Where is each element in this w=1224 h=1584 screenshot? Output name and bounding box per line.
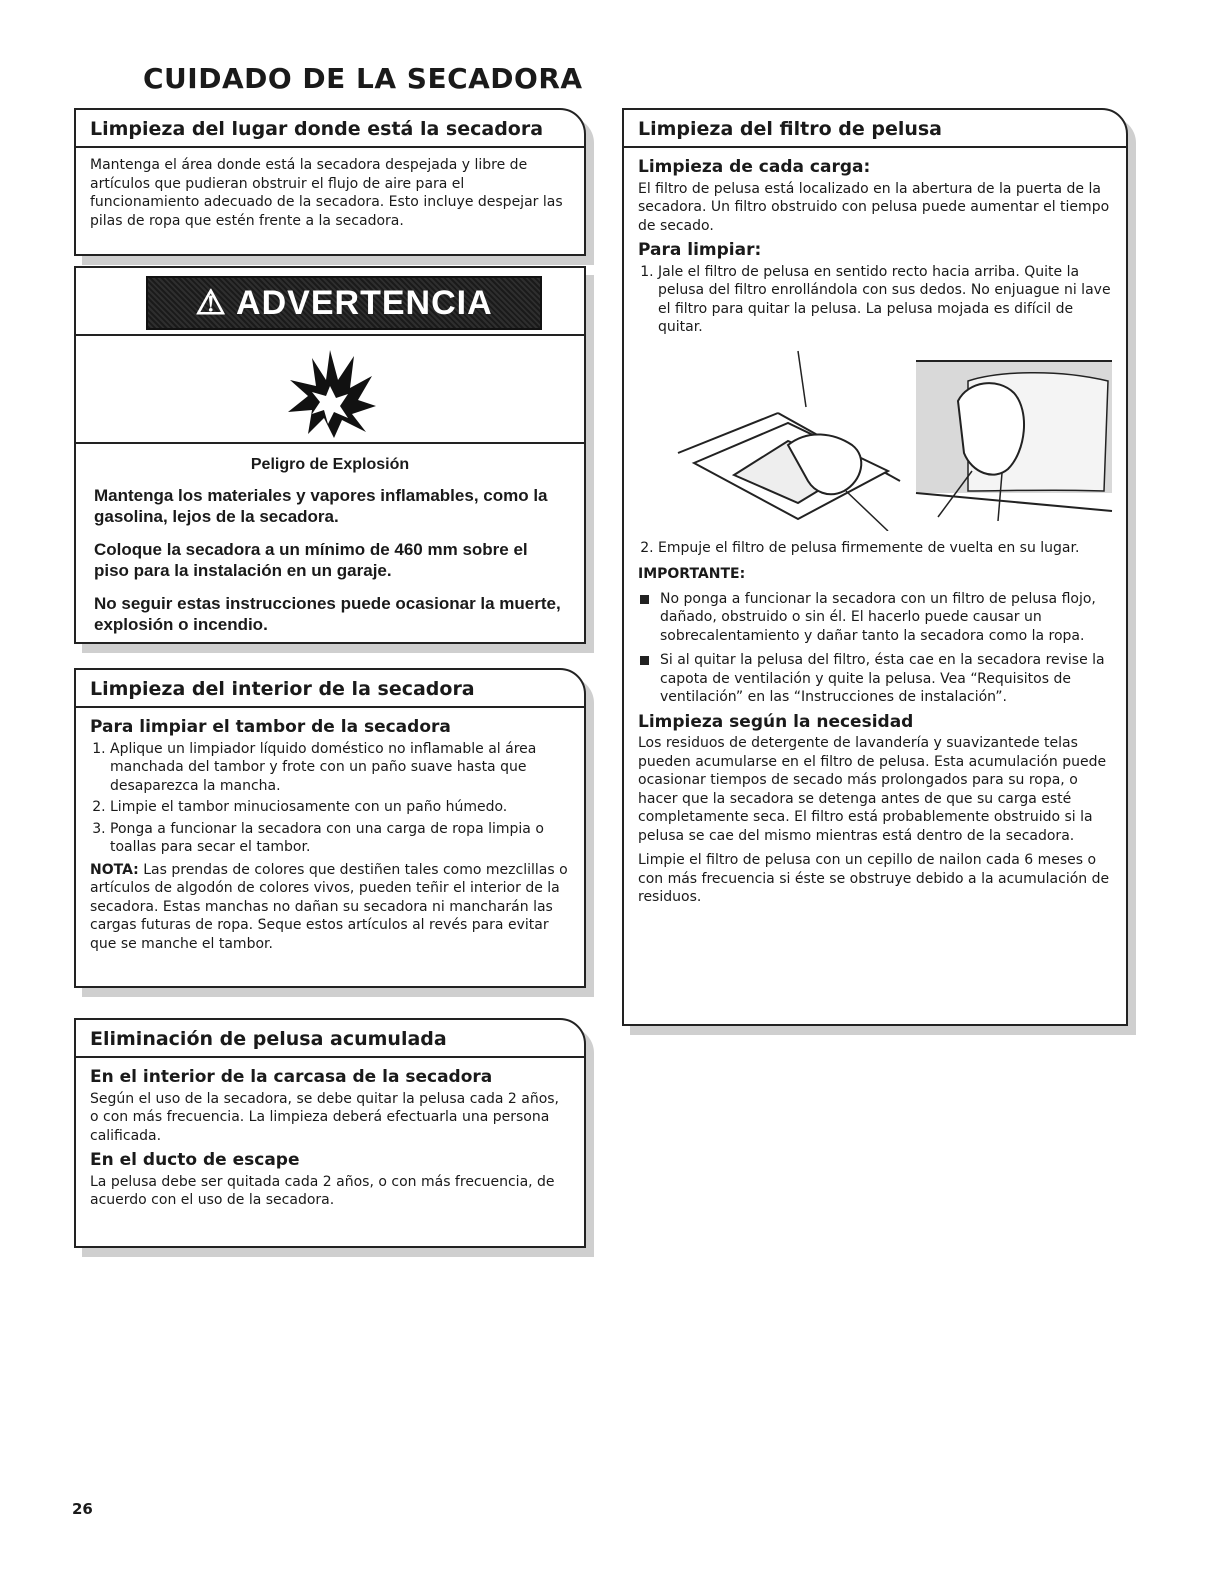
list-item: No ponga a funcionar la secadora con un filtro de pelusa flojo, dañado, obstruido o sin él. El hacerlo puede causar un sobrecalentamiento y dañar tanto la secadora como la ropa. (638, 590, 1112, 646)
note (90, 861, 570, 954)
list-item: 1. Aplique un limpiador líquido doméstico no inflamable al área manchada del tambor y frote con un paño suave hasta que desaparezca la mancha. (110, 740, 570, 796)
warning-banner (146, 276, 542, 330)
section-lint-filter (622, 108, 1128, 1026)
section-title: Limpieza del interior de la secadora (76, 670, 584, 708)
page-number: 26 (72, 1500, 93, 1518)
list-item: 3. Ponga a funcionar la secadora con una carga de ropa limpia o toallas para secar el tambor. (110, 820, 570, 857)
section-subtitle: Para limpiar el tambor de la secadora (90, 717, 451, 737)
page-title: CUIDADO DE LA SECADORA (143, 62, 583, 95)
section-subtitle: Limpieza según la necesidad (638, 711, 914, 732)
list-item: Si al quitar la pelusa del filtro, ésta cae en la secadora revise la capota de ventilación y quite la pelusa. Vea “Requisitos de ventilación” en las “Instrucciones de instalación”. (638, 651, 1112, 707)
section-text: Mantenga el área donde está la secadora despejada y libre de artículos que pudieran obstruir el flujo de aire para el funcionamiento adecuado de la secadora. Esto incluye despejar las pilas de ropa que estén frente a la secadora. (90, 157, 563, 229)
explosion-icon (76, 336, 584, 442)
section-subtitle: En el interior de la carcasa de la secadora (90, 1067, 493, 1087)
steps-list (638, 263, 1112, 337)
warning-text (76, 454, 584, 647)
section-subtitle: En el ducto de escape (90, 1150, 300, 1170)
section-subtitle: Limpieza de cada carga: (638, 157, 871, 177)
warning-line: No seguir estas instrucciones puede ocasionar la muerte, explosión o incendio. (94, 594, 561, 634)
warning-line: Mantenga los materiales y vapores inflamables, como la gasolina, lejos de la secadora. (94, 486, 548, 526)
hazard-title: Peligro de Explosión (250, 456, 410, 473)
warning-line: Coloque la secadora a un mínimo de 460 mm sobre el piso para la instalación en un garaje. (94, 540, 528, 580)
warning-triangle-icon: ⚠ (195, 284, 227, 322)
section-title: Eliminación de pelusa acumulada (76, 1020, 584, 1058)
section-dryer-interior (74, 668, 586, 988)
note-text: Las prendas de colores que destiñen tales como mezclillas o artículos de algodón de colores vivos, pueden teñir el interior de la secadora. Estas manchas no dañan su secadora ni mancharán las cargas futuras de ropa. Seque estos artículos al revés para evitar que se manche el tambor. (90, 861, 568, 952)
section-subtitle: Para limpiar: (638, 240, 762, 260)
explosion-icon-panel (76, 334, 584, 444)
section-text: Limpie el filtro de pelusa con un cepillo de nailon cada 6 meses o con más frecuencia si éste se obstruye debido a la acumulación de residuos. (638, 852, 1110, 905)
section-title: Limpieza del filtro de pelusa (624, 110, 1126, 148)
section-text: La pelusa debe ser quitada cada 2 años, o con más frecuencia, de acuerdo con el uso de la secadora. (90, 1173, 555, 1208)
section-dryer-area (74, 108, 586, 256)
warning-banner-label: ADVERTENCIA (236, 284, 493, 322)
section-title: Limpieza del lugar donde está la secadora (76, 110, 584, 148)
section-lint-removal (74, 1018, 586, 1248)
section-text: Los residuos de detergente de lavandería y suavizantede telas pueden acumularse en el filtro de pelusa. Esta acumulación puede ocasionar tiempos de secado más prolongados para su ropa, o hacer que la secadora se detenga antes de que su carga esté completamente seca. El filtro está probablemente obstruido si la pelusa se cae del mismo mientras está dentro de la secadora. (638, 735, 1107, 844)
list-item: 2. Empuje el filtro de pelusa firmemente de vuelta en su lugar. (658, 539, 1112, 558)
section-text: Según el uso de la secadora, se debe quitar la pelusa cada 2 años, o con más frecuencia. La limpieza deberá efectuarla una persona calificada. (90, 1090, 560, 1144)
lint-filter-illustration (638, 341, 1114, 531)
important-list (638, 590, 1112, 707)
list-item: 2. Limpie el tambor minuciosamente con un paño húmedo. (110, 798, 570, 817)
steps-list (638, 539, 1112, 558)
list-item: 1. Jale el filtro de pelusa en sentido recto hacia arriba. Quite la pelusa del filtro enrollándola con sus dedos. No enjuague ni lave el filtro para quitar la pelusa. La pelusa mojada es difícil de quitar. (658, 263, 1112, 337)
note-label: NOTA: (90, 861, 139, 878)
section-text: El filtro de pelusa está localizado en la abertura de la puerta de la secadora. Un filtro obstruido con pelusa puede aumentar el tiempo de secado. (638, 180, 1110, 234)
steps-list (90, 740, 570, 857)
important-label: IMPORTANTE: (638, 566, 746, 582)
